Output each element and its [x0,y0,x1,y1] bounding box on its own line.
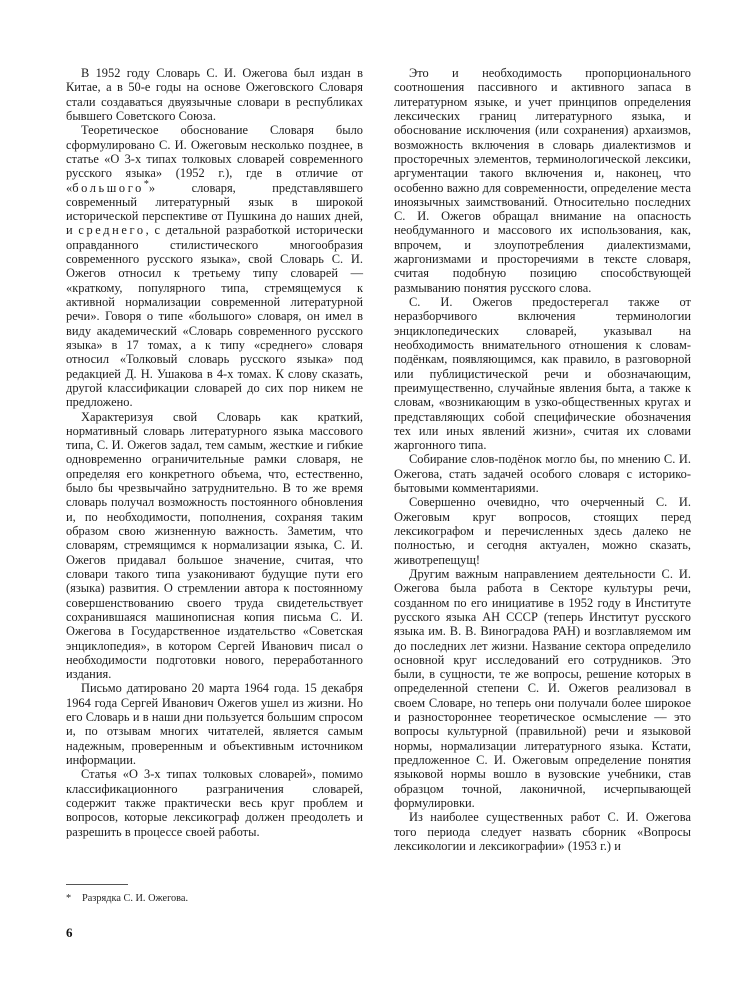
emphasis-letterspaced: среднего [78,223,146,238]
footnote-marker: * [66,893,72,904]
paragraph: Из наиболее существенных работ С. И. Ожегова того периода следует назвать сборник «Вопросы лексикологии и лексикографии» (1953 г.) и [394,810,691,853]
page-number: 6 [66,925,73,940]
paragraph: Характеризуя свой Словарь как краткий, нормативный словарь литературного языка массового типа, С. И. Ожегов задал, тем самым, жесткие и гибкие одновременно ограничительные рамки словаря, не определяя его конкретного объема, что, естественно, было бы чрезвычайно затруднительно. В то же время словарь получал возможность постоянного обновления и, по необходимости, пополнения, сохраняя таким образом свою жизненную важность. Заметим, что словарям, стремящимся к нормализации языка, С. И. Ожегов придавал большое значение, считая, что словари такого типа узаконивают будущие пути его (языка) развития. О стремлении автора к постоянному совершенствованию своего труда свидетельствует сохранившаяся машинописная копия письма С. И. Ожегова в Государственное издательство «Советская энциклопедия», в котором Сергей Иванович писал о необходимости подготовки нового, переработанного издания. [66,409,363,682]
text-body [66,66,691,876]
footnote-reference-marker: * [143,178,149,190]
column-right [394,66,691,853]
paragraph: С. И. Ожегов предостерегал также от неразборчивого включения терминологии энциклопедических словарей, указывал на необходимость внимательного отношения к словам-подёнкам, появляющимся, как правило, в разговорной или публицистической речи и обозначающим, преимущественно, случайные явления быта, а также к словам, «возникающим в узко-общественных кругах и представляющих собой специфические обозначения тех или иных явлений жизни», считая их словами жаргонного типа. [394,295,691,453]
footnote-block [66,884,363,905]
column-left [66,66,363,839]
paragraph: Совершенно очевидно, что очерченный С. И. Ожеговым круг вопросов, стоящих перед лексикографом и перечисленных здесь далеко не полностью, и сегодня актуален, можно сказать, животрепещущ! [394,495,691,567]
footnote-text [66,892,363,905]
paragraph: Собирание слов-подёнок могло бы, по мнению С. И. Ожегова, стать задачей особого словаря с историко-бытовыми комментариями. [394,452,691,496]
paragraph: Теоретическое обоснование Словаря было сформулировано С. И. Ожеговым несколько позднее, в статье «О 3-х типах толковых словарей современного русского языка» (1952 г.), где в отличие от «большого*» словаря, представлявшего современный литературный язык в широкой исторической перспективе от Пушкина до наших дней, и среднего, с детальной разработкой исторически оправданного стилистического многообразия современного русского языка», свой Словарь С. И. Ожегов относил к третьему типу словарей — «краткому, популярного типа, стремящемуся к активной нормализации современной литературной речи». Говоря о типе «большого» словаря, он имел в виду академический «Словарь современного русского языка» в 17 томах, а к типу «среднего» словаря относил «Толковый словарь русского языка» под редакцией Д. Н. Ушакова в 4-х томах. К слову сказать, другой классификации словарей до сих пор никем не предложено. [66,123,363,410]
emphasis-letterspaced: большого [72,180,144,195]
paragraph: Письмо датировано 20 марта 1964 года. 15 декабря 1964 года Сергей Иванович Ожегов ушел из жизни. Но его Словарь и в наши дни пользуется большим спросом и, по отзывам многих читателей, является самым надежным, проверенным и объективным источником информации. [66,681,363,767]
footnote-separator-rule [66,884,128,885]
paragraph: Это и необходимость пропорционального соотношения пассивного и активного запаса в литературном языке, и учет принципов определения лексических границ литературного языка, и обоснование исключения (или сохранения) архаизмов, возможность включения в словарь диалектизмов и просторечных элементов, терминологической лексики, аргументации такого включения и, наконец, что особенно важно для современности, определение места иноязычных заимствований. Относительно последних С. И. Ожегов обращал внимание на опасность необдуманного и массового их использования, как, впрочем, и злоупотребления диалектизмами, жаргонизмами и просторечиями в тексте словаря, считая подобную позицию способствующей размыванию понятия русского слова. [394,66,691,295]
paragraph: В 1952 году Словарь С. И. Ожегова был издан в Китае, а в 50-е годы на основе Ожеговского Словаря стали создаваться двуязычные словари в республиках бывшего Советского Союза. [66,66,363,123]
paragraph: Статья «О 3-х типах толковых словарей», помимо классификационного разграничения словарей, содержит также практически весь круг проблем и вопросов, которые лексикограф должен преодолеть и разрешить в процессе своей работы. [66,767,363,839]
footnote-body: Разрядка С. И. Ожегова. [82,893,189,904]
paragraph: Другим важным направлением деятельности С. И. Ожегова была работа в Секторе культуры речи, созданном по его инициативе в 1952 году в Институте русского языка АН СССР (теперь Институт русского языка им. В. В. Виноградова РАН) и возглавляемом им до последних лет жизни. Название сектора определило основной круг исследований его сотрудников. Это были, в сущности, те же вопросы, решение которых в определенной степени С. И. Ожегов реализовал в своем Словаре, но теперь они получали более широкое и разностороннее теоретическое осмысление — это вопросы культурной (правильной) речи и языковой нормы, нормализации литературного языка. Кстати, предложенное С. И. Ожеговым определение понятия языковой нормы вошло в вузовские учебники, став образцом точной, лаконичной, исчерпывающей формулировки. [394,566,691,810]
